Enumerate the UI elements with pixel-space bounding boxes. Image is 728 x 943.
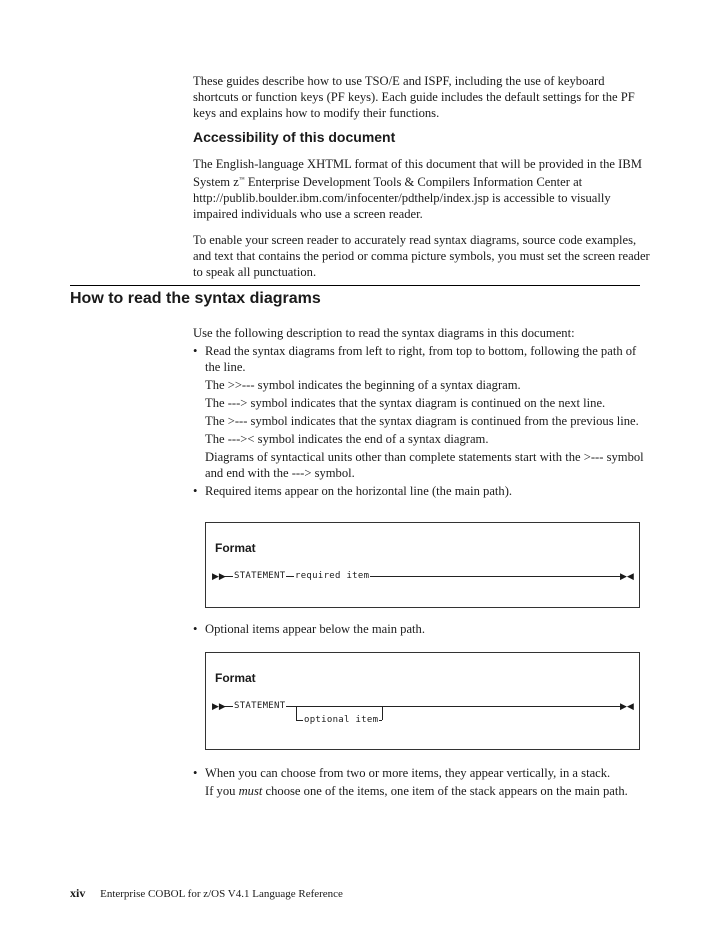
sub-item: The ---> symbol indicates that the syntax diagram is continued on the next line.	[205, 396, 606, 410]
bullet-text: Read the syntax diagrams from left to right, from top to bottom, following the path of the line.	[205, 344, 637, 374]
page-footer	[70, 886, 343, 901]
optional-bullet	[193, 621, 653, 637]
accessibility-paragraph-2: To enable your screen reader to accurately read syntax diagrams, source code examples, and text that contains the period or comma picture symbols, you must set the screen reader to speak all punctuation.	[193, 233, 650, 280]
list-item	[193, 343, 653, 375]
sub-text-a: If you	[205, 784, 239, 798]
page-number: xiv	[70, 886, 86, 900]
bullet-text: Required items appear on the horizontal line (the main path).	[205, 484, 513, 498]
diagram-required-item: required item	[295, 571, 370, 581]
emphasis-must: must	[238, 784, 263, 798]
optional-branch-right	[382, 706, 383, 720]
syntax-description	[193, 325, 653, 499]
diagram-start-icon: ▶▶	[212, 701, 226, 711]
diagram-optional-item: optional item	[304, 715, 379, 725]
diagram-end-icon: ▶◀	[620, 571, 634, 581]
optional-branch-left	[296, 706, 297, 720]
list-item	[193, 621, 653, 637]
syntax-section-heading: How to read the syntax diagrams	[70, 290, 321, 307]
accessibility-heading: Accessibility of this document	[193, 129, 396, 145]
sub-text-b: choose one of the items, one item of the stack appears on the main path.	[262, 784, 628, 798]
sub-item: The >>--- symbol indicates the beginning of a syntax diagram.	[205, 378, 521, 392]
accessibility-text-b: Enterprise Development Tools & Compilers Information Center at http://publib.boulder.ibm.com/infocenter/pdthelp/index.jsp is accessible to visually impaired individuals who use a screen reader.	[193, 175, 611, 222]
sub-item: Diagrams of syntactical units other than complete statements start with the >--- symbol and end with the ---> symbol.	[205, 450, 644, 480]
syntax-diagram-optional	[205, 652, 640, 750]
diagram-keyword: STATEMENT	[234, 571, 286, 581]
sub-item: The --->< symbol indicates the end of a syntax diagram.	[205, 432, 489, 446]
syntax-diagram-required	[205, 522, 640, 608]
diagram-format-label: Format	[215, 541, 256, 555]
accessibility-paragraph-1	[193, 156, 653, 222]
sub-item: The >--- symbol indicates that the syntax diagram is continued from the previous line.	[205, 414, 639, 428]
diagram-format-label: Format	[215, 671, 256, 685]
bullet-text: Optional items appear below the main path.	[205, 622, 425, 636]
list-item	[193, 483, 653, 499]
stack-bullet	[193, 765, 653, 799]
bullet-marker: •	[193, 622, 198, 636]
intro-paragraph: These guides describe how to use TSO/E and ISPF, including the use of keyboard shortcuts or function keys (PF keys). Each guide includes the default settings for the PF keys and explains how to modify their functions.	[193, 74, 635, 120]
trademark-symbol: ™	[238, 177, 245, 183]
diagram-keyword: STATEMENT	[234, 701, 286, 711]
bullet-marker: •	[193, 484, 198, 498]
diagram-start-icon: ▶▶	[212, 571, 226, 581]
bullet-marker: •	[193, 766, 198, 780]
bullet-marker: •	[193, 344, 198, 358]
list-item	[193, 765, 653, 781]
intro-section	[193, 73, 653, 121]
sub-item	[193, 783, 653, 799]
section-rule	[70, 285, 640, 286]
syntax-lead: Use the following description to read the syntax diagrams in this document:	[193, 326, 575, 340]
accessibility-section	[193, 128, 653, 280]
diagram-end-icon: ▶◀	[620, 701, 634, 711]
bullet-text: When you can choose from two or more items, they appear vertically, in a stack.	[205, 766, 611, 780]
accessibility-text-a: The English-language XHTML format of this document that will be provided in the IBM System z	[193, 157, 642, 190]
footer-title: Enterprise COBOL for z/OS V4.1 Language Reference	[100, 888, 343, 900]
